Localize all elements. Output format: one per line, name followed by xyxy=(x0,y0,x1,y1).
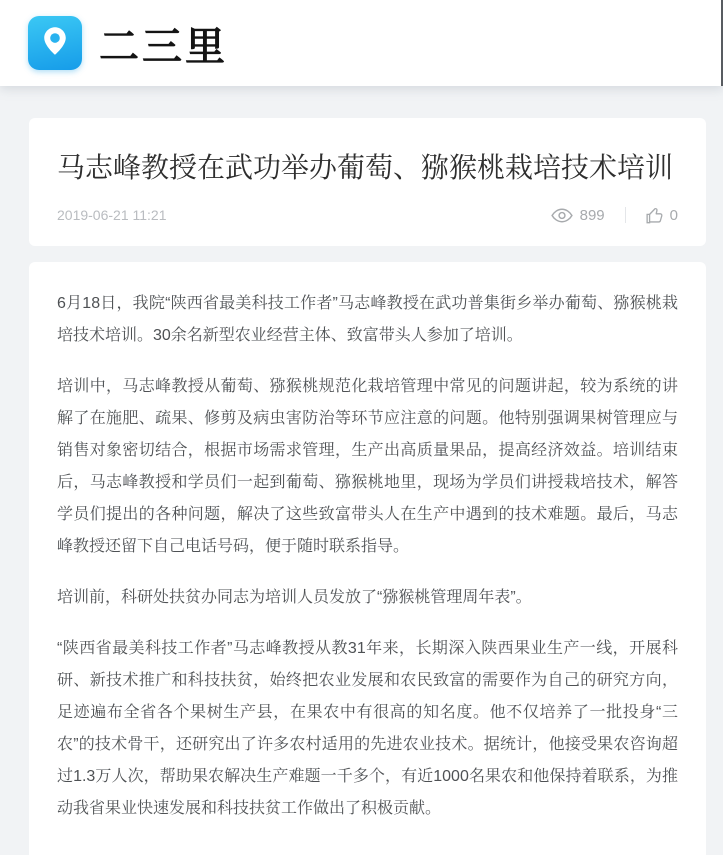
location-pin-icon xyxy=(38,24,72,63)
meta-divider xyxy=(625,207,626,223)
article-body-card xyxy=(29,262,706,855)
article-meta xyxy=(57,204,678,226)
article-paragraph: 培训前，科研处扶贫办同志为培训人员发放了“猕猴桃管理周年表”。 xyxy=(57,589,532,606)
site-header xyxy=(0,0,723,86)
brand-name[interactable]: 二三里 xyxy=(99,24,228,69)
page-content xyxy=(0,86,723,855)
article-paragraph: “陕西省最美科技工作者”马志峰教授从教31年来，长期深入陕西果业生产一线，开展科研、新技术推广和科技扶贫，始终把农业发展和农民致富的需要作为自己的研究方向，足迹遍布全省各个果树生产县，在果农中有很高的知名度。他不仅培养了一批投身“三农”的技术骨干，还研究出了许多农村适用的先进农业技术。据统计，他接受果农咨询超过1.3万人次，帮助果农解决生产难题一千多个，有近1000名果农和他保持着联系，为推动我省果业快速发展和科技扶贫工作做出了积极贡献。 xyxy=(57,640,678,817)
article-paragraph: 6月18日，我院“陕西省最美科技工作者”马志峰教授在武功普集街乡举办葡萄、猕猴桃栽培技术培训。30余名新型农业经营主体、致富带头人参加了培训。 xyxy=(57,295,678,344)
views-stat xyxy=(551,207,605,224)
likes-count: 0 xyxy=(669,206,678,224)
views-count: 899 xyxy=(579,206,605,224)
like-button[interactable] xyxy=(646,207,678,224)
publish-date: 2019-06-21 11:21 xyxy=(57,207,167,223)
article-paragraph: 培训中，马志峰教授从葡萄、猕猴桃规范化栽培管理中常见的问题讲起，较为系统的讲解了在施肥、疏果、修剪及病虫害防治等环节应注意的问题。他特别强调果树管理应与销售对象密切结合，根据市场需求管理，生产出高质量果品，提高经济效益。培训结束后，马志峰教授和学员们一起到葡萄、猕猴桃地里，现场为学员们讲授栽培技术，解答学员们提出的各种问题，解决了这些致富带头人在生产中遇到的技术难题。最后，马志峰教授还留下自己电话号码，便于随时联系指导。 xyxy=(57,378,678,555)
eye-icon xyxy=(551,208,573,223)
article-stats xyxy=(551,207,678,224)
thumbs-up-icon xyxy=(646,207,663,224)
article-title-card xyxy=(29,118,706,246)
brand-logo[interactable] xyxy=(28,16,82,70)
page-title: 马志峰教授在武功举办葡萄、猕猴桃栽培技术培训 xyxy=(57,152,674,183)
